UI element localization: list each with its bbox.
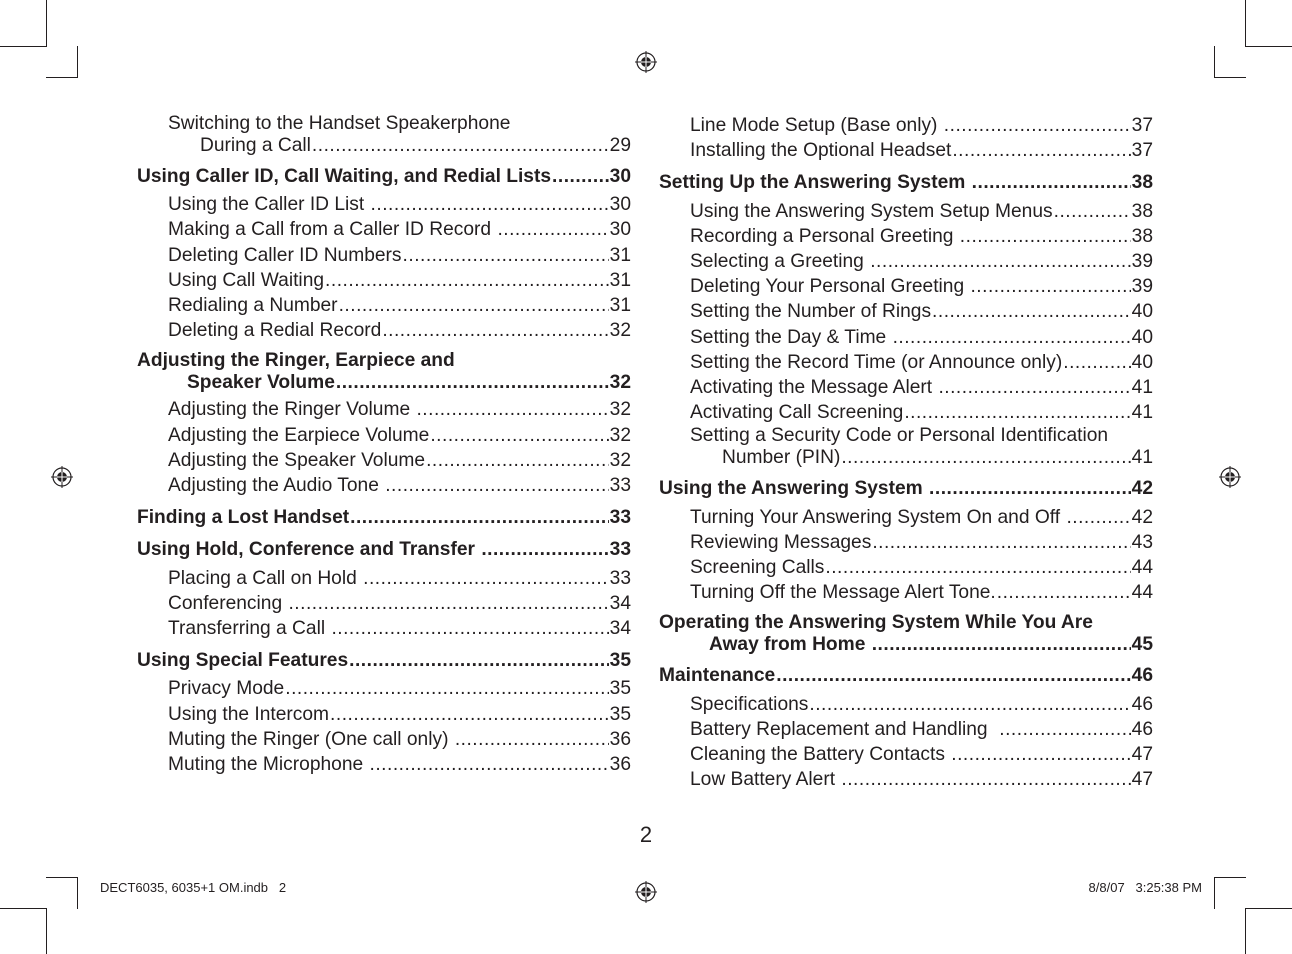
toc-entry[interactable] (659, 199, 1153, 224)
dot-leader (371, 192, 609, 217)
toc-entry-title: Muting the Microphone (168, 754, 369, 776)
toc-entry-title: Recording a Personal Greeting (690, 225, 959, 247)
toc-entry-title: Cleaning the Battery Contacts (690, 744, 951, 766)
toc-entry[interactable] (659, 717, 1153, 742)
crop-mark-bl-h2 (46, 877, 78, 878)
toc-subentry-row[interactable] (137, 135, 631, 157)
toc-page-number: 39 (1131, 276, 1153, 298)
toc-page-number: 31 (609, 244, 631, 266)
registration-mark-icon (1219, 466, 1241, 488)
toc-entry[interactable] (137, 727, 631, 752)
toc-subentry-row[interactable] (659, 249, 1153, 274)
toc-page-number: 44 (1131, 582, 1153, 604)
toc-section[interactable] (137, 164, 631, 189)
toc-entry-title: Deleting Your Personal Greeting (690, 276, 970, 298)
toc-page-number: 32 (609, 399, 631, 421)
toc-page-number: 30 (609, 166, 631, 187)
dot-leader (970, 274, 1130, 299)
toc-entry-title: Using Caller ID, Call Waiting, and Redial Lists (137, 166, 552, 187)
toc-page-number: 34 (609, 592, 631, 614)
page-number: 2 (639, 822, 653, 847)
toc-subentry-row[interactable] (137, 397, 631, 422)
toc-subentry-row[interactable] (659, 530, 1153, 555)
toc-heading-row[interactable] (659, 476, 1153, 501)
crop-mark-tl-h (0, 46, 47, 47)
crop-mark-tr-v (1245, 0, 1246, 47)
toc-page-number: 45 (1131, 634, 1153, 656)
toc-subentry-row[interactable] (659, 138, 1153, 163)
toc-heading-row[interactable] (137, 648, 631, 673)
toc-page-number: 31 (609, 295, 631, 317)
toc-entry[interactable] (137, 113, 631, 157)
toc-entry[interactable] (137, 752, 631, 777)
toc-page-number: 46 (1131, 665, 1153, 687)
dot-leader (904, 400, 1130, 425)
dot-leader (997, 580, 1131, 605)
dot-leader (944, 113, 1131, 138)
toc-section[interactable] (659, 612, 1153, 656)
toc-entry[interactable] (659, 425, 1153, 469)
toc-section[interactable] (137, 537, 631, 562)
toc-entry-title: Using the Answering System (659, 478, 929, 500)
toc-entry-title: Low Battery Alert (690, 769, 841, 791)
toc-entry-title: Setting the Number of Rings (690, 301, 932, 323)
crop-mark-bl-v2 (77, 877, 78, 909)
dot-leader (385, 473, 608, 498)
toc-entry-title: Turning Off the Message Alert Tone. (690, 582, 996, 604)
toc-subentry-row[interactable] (659, 767, 1153, 792)
toc-entry-title: Using the Answering System Setup Menus (690, 200, 1053, 222)
toc-entry[interactable] (137, 192, 631, 217)
toc-entry[interactable] (659, 138, 1153, 163)
toc-page-number: 47 (1131, 769, 1153, 791)
dot-leader (331, 616, 608, 641)
toc-subentry-row[interactable] (659, 505, 1153, 530)
toc-entry[interactable] (659, 767, 1153, 792)
toc-page-number: 32 (609, 372, 631, 394)
toc-page-number: 35 (609, 650, 631, 672)
dot-leader (960, 224, 1131, 249)
toc-entry[interactable] (659, 274, 1153, 299)
dot-leader (1054, 199, 1131, 224)
toc-page-number: 36 (609, 728, 631, 750)
toc-entry[interactable] (659, 249, 1153, 274)
toc-subentry-row[interactable] (659, 375, 1153, 400)
toc-entry[interactable] (659, 742, 1153, 767)
toc-entry-title: Activating Call Screening (690, 402, 904, 424)
toc-entry-title: Maintenance (659, 665, 776, 687)
dot-leader (350, 505, 609, 530)
toc-subentry-row[interactable] (659, 299, 1153, 324)
toc-entry-title-line1: Operating the Answering System While You Are (659, 612, 1093, 634)
toc-entry[interactable] (659, 325, 1153, 350)
toc-subentry-row[interactable] (137, 591, 631, 616)
toc-page-number: 36 (609, 754, 631, 776)
toc-entry-title: Using Special Features (137, 650, 349, 672)
toc-subentry-row[interactable] (137, 448, 631, 473)
toc-entry-title: Adjusting the Speaker Volume (168, 449, 426, 471)
registration-mark-icon (635, 881, 657, 903)
toc-entry-title: Conferencing (168, 592, 288, 614)
toc-page-number: 41 (1131, 377, 1153, 399)
dot-leader (370, 752, 609, 777)
crop-mark-br-h2 (1214, 877, 1246, 878)
toc-subentry-row[interactable] (137, 318, 631, 343)
crop-mark-tr-h (1245, 46, 1292, 47)
dot-leader (1066, 505, 1130, 530)
toc-entry-title: Deleting a Redial Record (168, 320, 382, 342)
toc-entry-title: Using the Intercom (168, 703, 330, 725)
dot-leader (872, 530, 1130, 555)
toc-entry[interactable] (137, 318, 631, 343)
toc-entry[interactable] (137, 243, 631, 268)
toc-subentry-row[interactable] (137, 676, 631, 701)
toc-entry[interactable] (137, 702, 631, 727)
dot-leader (938, 375, 1130, 400)
toc-entry-title: Using Hold, Conference and Transfer (137, 539, 481, 561)
toc-subentry-row[interactable] (659, 555, 1153, 580)
toc-entry-title: Line Mode Setup (Base only) (690, 115, 943, 136)
toc-page-number: 31 (609, 269, 631, 291)
toc-entry-title: Setting the Day & Time (690, 326, 892, 348)
toc-right-column (659, 113, 1153, 792)
toc-entry[interactable] (137, 473, 631, 498)
toc-subentry-row[interactable] (659, 580, 1153, 605)
toc-section[interactable] (137, 350, 631, 394)
toc-entry-title: Finding a Lost Handset (137, 507, 350, 529)
toc-subentry-row[interactable] (137, 616, 631, 641)
toc-subentry-row[interactable] (659, 274, 1153, 299)
toc-page-number: 32 (609, 449, 631, 471)
toc-entry-title: Installing the Optional Headset (690, 140, 952, 162)
toc-subentry-row[interactable] (137, 752, 631, 777)
toc-section[interactable] (137, 648, 631, 673)
toc-subentry-row[interactable] (659, 400, 1153, 425)
crop-mark-tr-v2 (1214, 46, 1215, 78)
toc-entry-title: Transferring a Call (168, 618, 331, 640)
dot-leader (349, 648, 609, 673)
toc-entry-title: Using Call Waiting (168, 269, 325, 291)
dot-leader (872, 634, 1131, 656)
toc-page-number: 34 (609, 618, 631, 640)
toc-page-number: 33 (609, 539, 631, 561)
toc-page-number: 30 (609, 219, 631, 241)
toc-entry[interactable] (137, 616, 631, 641)
toc-section[interactable] (137, 505, 631, 530)
dot-leader (870, 249, 1130, 274)
toc-page-number: 40 (1131, 351, 1153, 373)
dot-leader (932, 299, 1131, 324)
registration-mark-icon (635, 51, 657, 73)
toc-entry[interactable] (659, 350, 1153, 375)
toc-entry-title: Number (PIN) (722, 447, 841, 469)
toc-subentry-row[interactable] (137, 727, 631, 752)
toc-entry-title-line1: Setting a Security Code or Personal Identification (690, 425, 1109, 447)
toc-entry[interactable] (659, 530, 1153, 555)
dot-leader (382, 318, 608, 343)
toc-entry-title: Adjusting the Earpiece Volume (168, 424, 430, 446)
toc-heading-row[interactable] (659, 634, 1153, 656)
crop-mark-tl-h2 (46, 77, 78, 78)
toc-entry[interactable] (137, 268, 631, 293)
dot-leader (481, 537, 608, 562)
toc-entry-title: Making a Call from a Caller ID Record (168, 219, 497, 241)
toc-entry-title: Adjusting the Audio Tone (168, 475, 385, 497)
toc-page-number: 30 (609, 194, 631, 216)
toc-section[interactable] (659, 476, 1153, 501)
toc-subentry-row[interactable] (659, 742, 1153, 767)
toc-page-number: 44 (1131, 557, 1153, 579)
dot-leader (363, 566, 609, 591)
toc-entry-title: Setting Up the Answering System (659, 172, 971, 194)
dot-leader (841, 767, 1130, 792)
toc-entry-title: Specifications (690, 693, 809, 715)
crop-mark-tl-v (46, 0, 47, 47)
dot-leader (336, 372, 609, 394)
toc-page-number: 37 (1131, 115, 1153, 136)
crop-mark-br-v (1245, 908, 1246, 954)
dot-leader (929, 476, 1131, 501)
toc-entry[interactable] (659, 224, 1153, 249)
dot-leader (325, 268, 609, 293)
toc-entry-title-line1: Switching to the Handset Speakerphone (168, 113, 511, 134)
dot-leader (972, 170, 1131, 195)
crop-mark-br-v2 (1214, 877, 1215, 909)
dot-leader (416, 397, 608, 422)
toc-page-number: 38 (1131, 172, 1153, 194)
dot-leader (285, 676, 608, 701)
toc-entry[interactable] (659, 580, 1153, 605)
toc-entry-title: Away from Home (709, 634, 871, 656)
toc-section[interactable] (659, 663, 1153, 688)
toc-entry-title: Turning Your Answering System On and Off (690, 506, 1066, 528)
toc-subentry-row[interactable] (659, 717, 1153, 742)
dot-leader (809, 692, 1130, 717)
toc-entry-title: Redialing a Number (168, 295, 338, 317)
toc-entry[interactable] (137, 566, 631, 591)
dot-leader (999, 717, 1130, 742)
toc-subentry-row[interactable] (137, 702, 631, 727)
toc-heading-row[interactable] (659, 663, 1153, 688)
toc-entry-title: Adjusting the Ringer Volume (168, 399, 416, 421)
toc-page-number: 38 (1131, 200, 1153, 222)
toc-page-number: 29 (609, 135, 631, 156)
toc-heading-row[interactable] (137, 164, 631, 189)
toc-entry[interactable] (137, 676, 631, 701)
dot-leader (455, 727, 609, 752)
crop-mark-bl-v (46, 908, 47, 954)
dot-leader (312, 135, 609, 157)
dot-leader (339, 293, 609, 318)
toc-entry[interactable] (659, 375, 1153, 400)
toc-entry[interactable] (137, 448, 631, 473)
toc-left-column (137, 113, 631, 777)
toc-page-number: 32 (609, 424, 631, 446)
toc-subentry-row[interactable] (659, 447, 1153, 469)
toc-page-number: 42 (1131, 478, 1153, 500)
toc-entry-title: Speaker Volume (187, 372, 335, 394)
toc-entry-title: Placing a Call on Hold (168, 567, 363, 589)
dot-leader (430, 423, 608, 448)
toc-subentry-row[interactable] (659, 113, 1153, 138)
toc-entry-title: Using the Caller ID List (168, 194, 370, 216)
toc-entry-title: Screening Calls (690, 557, 825, 579)
toc-page-number: 47 (1131, 744, 1153, 766)
crop-mark-br-h (1245, 908, 1292, 909)
toc-entry-title: During a Call (200, 135, 311, 156)
toc-heading-row[interactable] (137, 537, 631, 562)
dot-leader (1063, 350, 1130, 375)
footer-filename: DECT6035, 6035+1 OM.indb 2 (100, 880, 287, 895)
crop-mark-tl-v2 (77, 46, 78, 78)
toc-entry[interactable] (659, 692, 1153, 717)
toc-entry-title: Setting the Record Time (or Announce only) (690, 351, 1063, 373)
dot-leader (825, 555, 1130, 580)
toc-page-number: 46 (1131, 718, 1153, 740)
toc-subentry-row[interactable] (659, 325, 1153, 350)
toc-section[interactable] (659, 170, 1153, 195)
toc-subentry-row[interactable] (137, 423, 631, 448)
toc-entry[interactable] (659, 400, 1153, 425)
toc-entry[interactable] (137, 591, 631, 616)
crop-mark-bl-h (0, 908, 47, 909)
toc-page-number: 41 (1131, 402, 1153, 424)
toc-page-number: 38 (1131, 225, 1153, 247)
toc-entry[interactable] (659, 505, 1153, 530)
dot-leader (776, 663, 1130, 688)
toc-entry-title: Deleting Caller ID Numbers (168, 244, 402, 266)
toc-heading-row[interactable] (137, 505, 631, 530)
toc-page-number: 32 (609, 320, 631, 342)
dot-leader (426, 448, 609, 473)
toc-page-number: 46 (1131, 693, 1153, 715)
toc-entry[interactable] (137, 397, 631, 422)
toc-page-number: 33 (609, 475, 631, 497)
toc-heading-row[interactable] (137, 372, 631, 394)
dot-leader (952, 138, 1130, 163)
dot-leader (403, 243, 609, 268)
toc-page-number: 33 (609, 507, 631, 529)
toc-page-number: 33 (609, 567, 631, 589)
toc-entry[interactable] (137, 293, 631, 318)
toc-entry-title: Battery Replacement and Handling (690, 718, 999, 740)
dot-leader (893, 325, 1131, 350)
toc-entry[interactable] (659, 555, 1153, 580)
crop-mark-tr-h2 (1214, 77, 1246, 78)
dot-leader (288, 591, 608, 616)
toc-entry[interactable] (659, 299, 1153, 324)
toc-entry-title: Selecting a Greeting (690, 251, 870, 273)
toc-page-number: 40 (1131, 326, 1153, 348)
dot-leader (951, 742, 1130, 767)
toc-subentry-row[interactable] (137, 473, 631, 498)
dot-leader (497, 217, 608, 242)
toc-page-number: 41 (1131, 447, 1153, 469)
toc-subentry-row[interactable] (659, 224, 1153, 249)
toc-page-number: 39 (1131, 251, 1153, 273)
registration-mark-icon (51, 466, 73, 488)
toc-subentry-row[interactable] (137, 268, 631, 293)
toc-entry-title: Privacy Mode (168, 678, 285, 700)
toc-page-number: 42 (1131, 506, 1153, 528)
footer-timestamp: 8/8/07 3:25:38 PM (1088, 880, 1202, 895)
toc-heading-row[interactable] (659, 170, 1153, 195)
toc-subentry-row[interactable] (137, 566, 631, 591)
toc-page-number: 40 (1131, 301, 1153, 323)
toc-entry-title: Reviewing Messages (690, 531, 872, 553)
toc-page-number: 37 (1131, 140, 1153, 162)
toc-entry-title-line1: Adjusting the Ringer, Earpiece and (137, 350, 455, 372)
toc-page-number: 43 (1131, 531, 1153, 553)
toc-entry[interactable] (659, 113, 1153, 138)
toc-subentry-row[interactable] (659, 692, 1153, 717)
dot-leader (552, 164, 609, 189)
dot-leader (841, 447, 1130, 469)
toc-subentry-row[interactable] (659, 199, 1153, 224)
dot-leader (330, 702, 609, 727)
toc-page-number: 35 (609, 703, 631, 725)
toc-subentry-row[interactable] (137, 293, 631, 318)
toc-entry-title: Activating the Message Alert (690, 377, 938, 399)
toc-page-number: 35 (609, 678, 631, 700)
toc-entry-title: Muting the Ringer (One call only) (168, 728, 454, 750)
toc-subentry-row[interactable] (137, 192, 631, 217)
toc-entry[interactable] (137, 217, 631, 242)
toc-subentry-row[interactable] (137, 243, 631, 268)
toc-subentry-row[interactable] (659, 350, 1153, 375)
toc-entry[interactable] (137, 423, 631, 448)
toc-subentry-row[interactable] (137, 217, 631, 242)
